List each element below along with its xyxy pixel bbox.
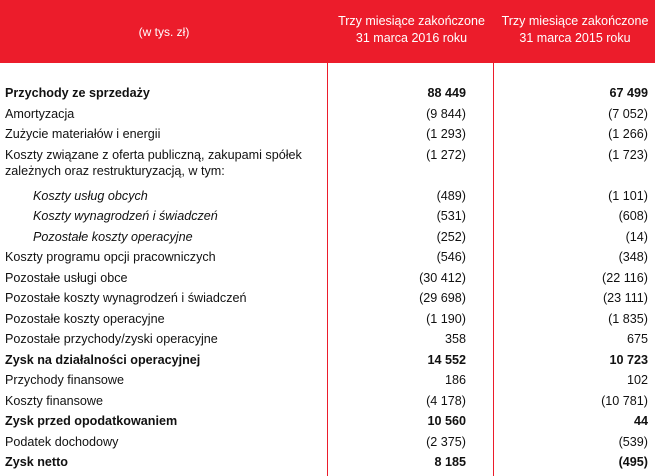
value-2015: (1 835) — [608, 311, 648, 326]
value-2016: (1 293) — [426, 127, 466, 141]
table-row — [0, 452, 655, 473]
table-row — [0, 227, 655, 248]
table-row — [0, 370, 655, 391]
table-row — [0, 288, 655, 309]
row-label: Pozostałe koszty operacyjne — [33, 229, 193, 244]
value-2015: (539) — [618, 434, 648, 449]
row-label: Zysk przed opodatkowaniem — [5, 414, 178, 428]
table-row — [0, 350, 655, 371]
value-2015: 102 — [626, 373, 648, 387]
row-label: Zysk netto — [5, 455, 68, 469]
table-row — [0, 145, 655, 186]
value-2016: (531) — [436, 209, 466, 223]
value-2016: 14 552 — [427, 352, 466, 367]
value-2016: (546) — [436, 250, 466, 264]
value-2015: (348) — [618, 250, 648, 264]
row-label: Pozostałe przychody/zyski operacyjne — [5, 332, 218, 346]
column-header-2016-line1: Trzy miesiące zakończone — [338, 14, 485, 28]
value-2016: (4 178) — [426, 393, 466, 408]
value-2016: (1 272) — [426, 147, 466, 162]
value-2015: (495) — [618, 455, 648, 469]
row-label: Koszty programu opcji pracowniczych — [5, 250, 216, 264]
value-2016: (29 698) — [419, 291, 466, 305]
value-2016: (1 190) — [426, 311, 466, 326]
value-2015: (1 723) — [608, 147, 648, 162]
row-label: Pozostałe usługi obce — [5, 270, 128, 285]
value-2016: (489) — [436, 188, 466, 203]
value-2015: 44 — [633, 414, 648, 428]
value-2015: 10 723 — [609, 352, 648, 367]
column-header-2016 — [329, 13, 494, 47]
column-header-2015 — [495, 13, 655, 47]
row-label: Pozostałe koszty operacyjne — [5, 311, 165, 326]
value-2015: (1 266) — [608, 127, 648, 141]
value-2015: (7 052) — [608, 106, 648, 121]
row-label: Podatek dochodowy — [5, 434, 119, 449]
value-2016: (252) — [436, 229, 466, 244]
units-label: (w tys. zł) — [138, 24, 190, 39]
value-2016: (30 412) — [419, 270, 466, 285]
row-label: Zużycie materiałów i energii — [5, 127, 161, 141]
column-header-2015-line1: Trzy miesiące zakończone — [501, 14, 649, 28]
income-statement-table — [0, 83, 655, 473]
value-2016: 10 560 — [427, 414, 466, 428]
value-2015: 675 — [626, 332, 648, 346]
value-2015: (23 111) — [602, 291, 648, 305]
column-header-2016-line2: 31 marca 2016 roku — [355, 31, 468, 45]
row-label: Pozostałe koszty wynagrodzeń i świadczeń — [5, 291, 247, 305]
value-2015: (608) — [618, 209, 648, 223]
table-row — [0, 247, 655, 268]
value-2016: (9 844) — [426, 106, 466, 121]
table-row — [0, 206, 655, 227]
value-2015: (22 116) — [602, 270, 648, 285]
table-row — [0, 268, 655, 289]
value-2016: 186 — [444, 373, 466, 387]
row-label: Przychody finansowe — [5, 373, 125, 387]
value-2015: (1 101) — [608, 188, 648, 203]
table-row — [0, 391, 655, 412]
value-2016: 8 185 — [434, 455, 466, 469]
value-2016: (2 375) — [426, 434, 466, 449]
value-2015: 67 499 — [609, 86, 648, 100]
value-2015: (10 781) — [601, 393, 648, 408]
row-label: Koszty usług obcych — [33, 188, 148, 203]
row-label: Koszty wynagrodzeń i świadczeń — [33, 209, 218, 223]
row-label: Koszty związane z oferta publiczną, zakupami spółek zależnych oraz restrukturyzacją, w tym: — [5, 147, 302, 178]
table-row — [0, 432, 655, 453]
value-2016: 358 — [444, 332, 466, 346]
value-2016: 88 449 — [427, 86, 466, 100]
row-label: Zysk na działalności operacyjnej — [5, 352, 201, 367]
table-row — [0, 83, 655, 104]
row-label: Przychody ze sprzedaży — [5, 86, 150, 100]
table-row — [0, 411, 655, 432]
column-header-2015-line2: 31 marca 2015 roku — [519, 31, 631, 45]
table-row — [0, 186, 655, 207]
table-row — [0, 329, 655, 350]
row-label: Koszty finansowe — [5, 393, 104, 408]
table-row — [0, 309, 655, 330]
value-2015: (14) — [625, 229, 648, 244]
row-label: Amortyzacja — [5, 106, 75, 121]
table-row — [0, 104, 655, 125]
table-row — [0, 124, 655, 145]
